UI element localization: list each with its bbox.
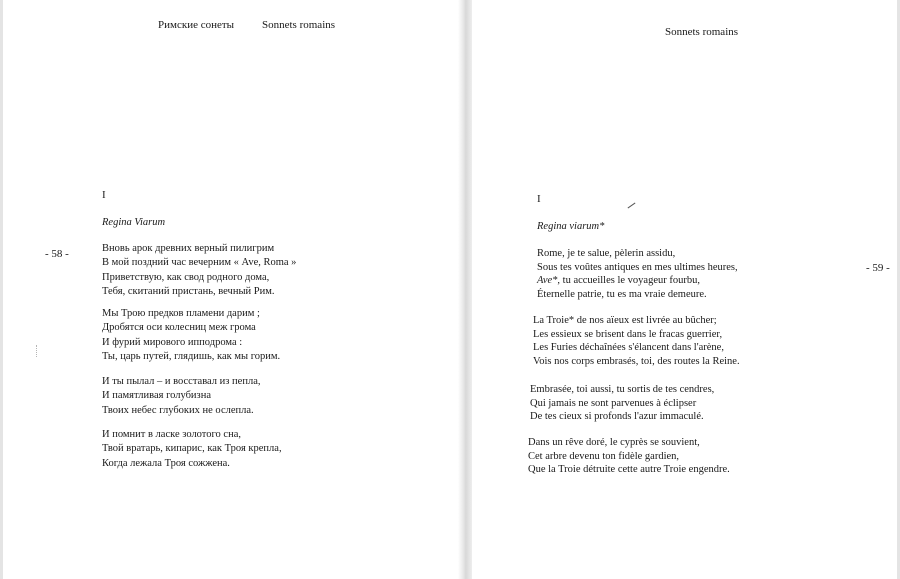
right-header-french: Sonnets romains (665, 26, 739, 38)
poem-line: Éternelle patrie, tu es ma vraie demeure. (537, 288, 707, 300)
line-rest: , tu accueilles le voyageur fourbu, (557, 275, 700, 287)
left-poem-title: Regina Viarum (102, 217, 166, 228)
right-stanza-2 (533, 314, 740, 368)
poem-line: Вновь арок древних верный пилигрим (102, 243, 275, 254)
scan-smudge (36, 345, 41, 357)
poem-line (537, 274, 738, 288)
poem-line: Rome, je te salue, pèlerin assidu, (537, 248, 676, 259)
left-page-edge (0, 0, 3, 579)
left-header-russian: Римские сонеты (158, 19, 235, 31)
poem-line: La Troie* de nos aïeux est livrée au bûcher; (533, 315, 717, 326)
right-stanza-3 (530, 383, 714, 424)
right-stanza-4 (528, 436, 730, 477)
poem-line: Embrasée, toi aussi, tu sortis de tes cendres, (530, 384, 715, 395)
poem-line: И памятливая голубизна (102, 390, 211, 402)
poem-line: Cet arbre devenu ton fidèle gardien, (528, 450, 680, 462)
poem-line: Les Furies déchaînées s'élancent dans l'arène, (533, 342, 724, 354)
poem-line: Ты, царь путей, глядишь, как мы горим. (102, 350, 281, 362)
poem-line: Дробятся оси колесниц меж грома (102, 322, 256, 334)
poem-line: Vois nos corps embrasés, toi, des routes la Reine. (533, 355, 740, 367)
left-header-french: Sonnets romains (262, 19, 336, 31)
poem-line: Тебя, скитаний пристань, вечный Рим. (102, 285, 275, 297)
poem-line: Твой вратарь, кипарис, как Троя крепла, (102, 443, 282, 455)
poem-line: Твоих небес глубоких не ослепла. (102, 404, 254, 416)
poem-line: Que la Troie détruite cette autre Troie engendre. (528, 464, 730, 476)
poem-line: Dans un rêve doré, le cyprès se souvient, (528, 437, 700, 448)
right-page-number: - 59 - (866, 262, 890, 274)
poem-line: Приветствую, как свод родного дома, (102, 271, 270, 283)
left-stanza-3 (102, 375, 260, 418)
poem-line: В мой поздний час вечерним « Ave, Roma » (102, 257, 297, 269)
right-stanza-1 (537, 247, 738, 301)
book-gutter (458, 0, 472, 579)
poem-line: Мы Трою предков пламени дарим ; (102, 308, 260, 319)
left-stanza-4 (102, 428, 282, 471)
poem-line: De tes cieux si profonds l'azur immaculé. (530, 411, 704, 423)
left-stanza-2 (102, 307, 280, 364)
left-page-number: - 58 - (45, 248, 69, 260)
poem-line: Когда лежала Троя сожжена. (102, 457, 230, 469)
right-poem-title: Regina viarum* (537, 221, 605, 232)
italic-word: Ave* (537, 275, 558, 287)
right-sonnet-number: I (537, 193, 541, 205)
poem-line: Qui jamais ne sont parvenues à éclipser (530, 397, 697, 409)
left-sonnet-number: I (102, 189, 106, 201)
poem-line: И помнит в ласке золотого сна, (102, 429, 241, 440)
poem-line: И фурий мирового ипподрома : (102, 336, 243, 348)
left-stanza-1 (102, 242, 296, 299)
poem-line: И ты пылал – и восставал из пепла, (102, 376, 261, 387)
poem-line: Les essieux se brisent dans le fracas guerrier, (533, 328, 723, 340)
poem-line: Sous tes voûtes antiques en mes ultimes heures, (537, 261, 738, 273)
